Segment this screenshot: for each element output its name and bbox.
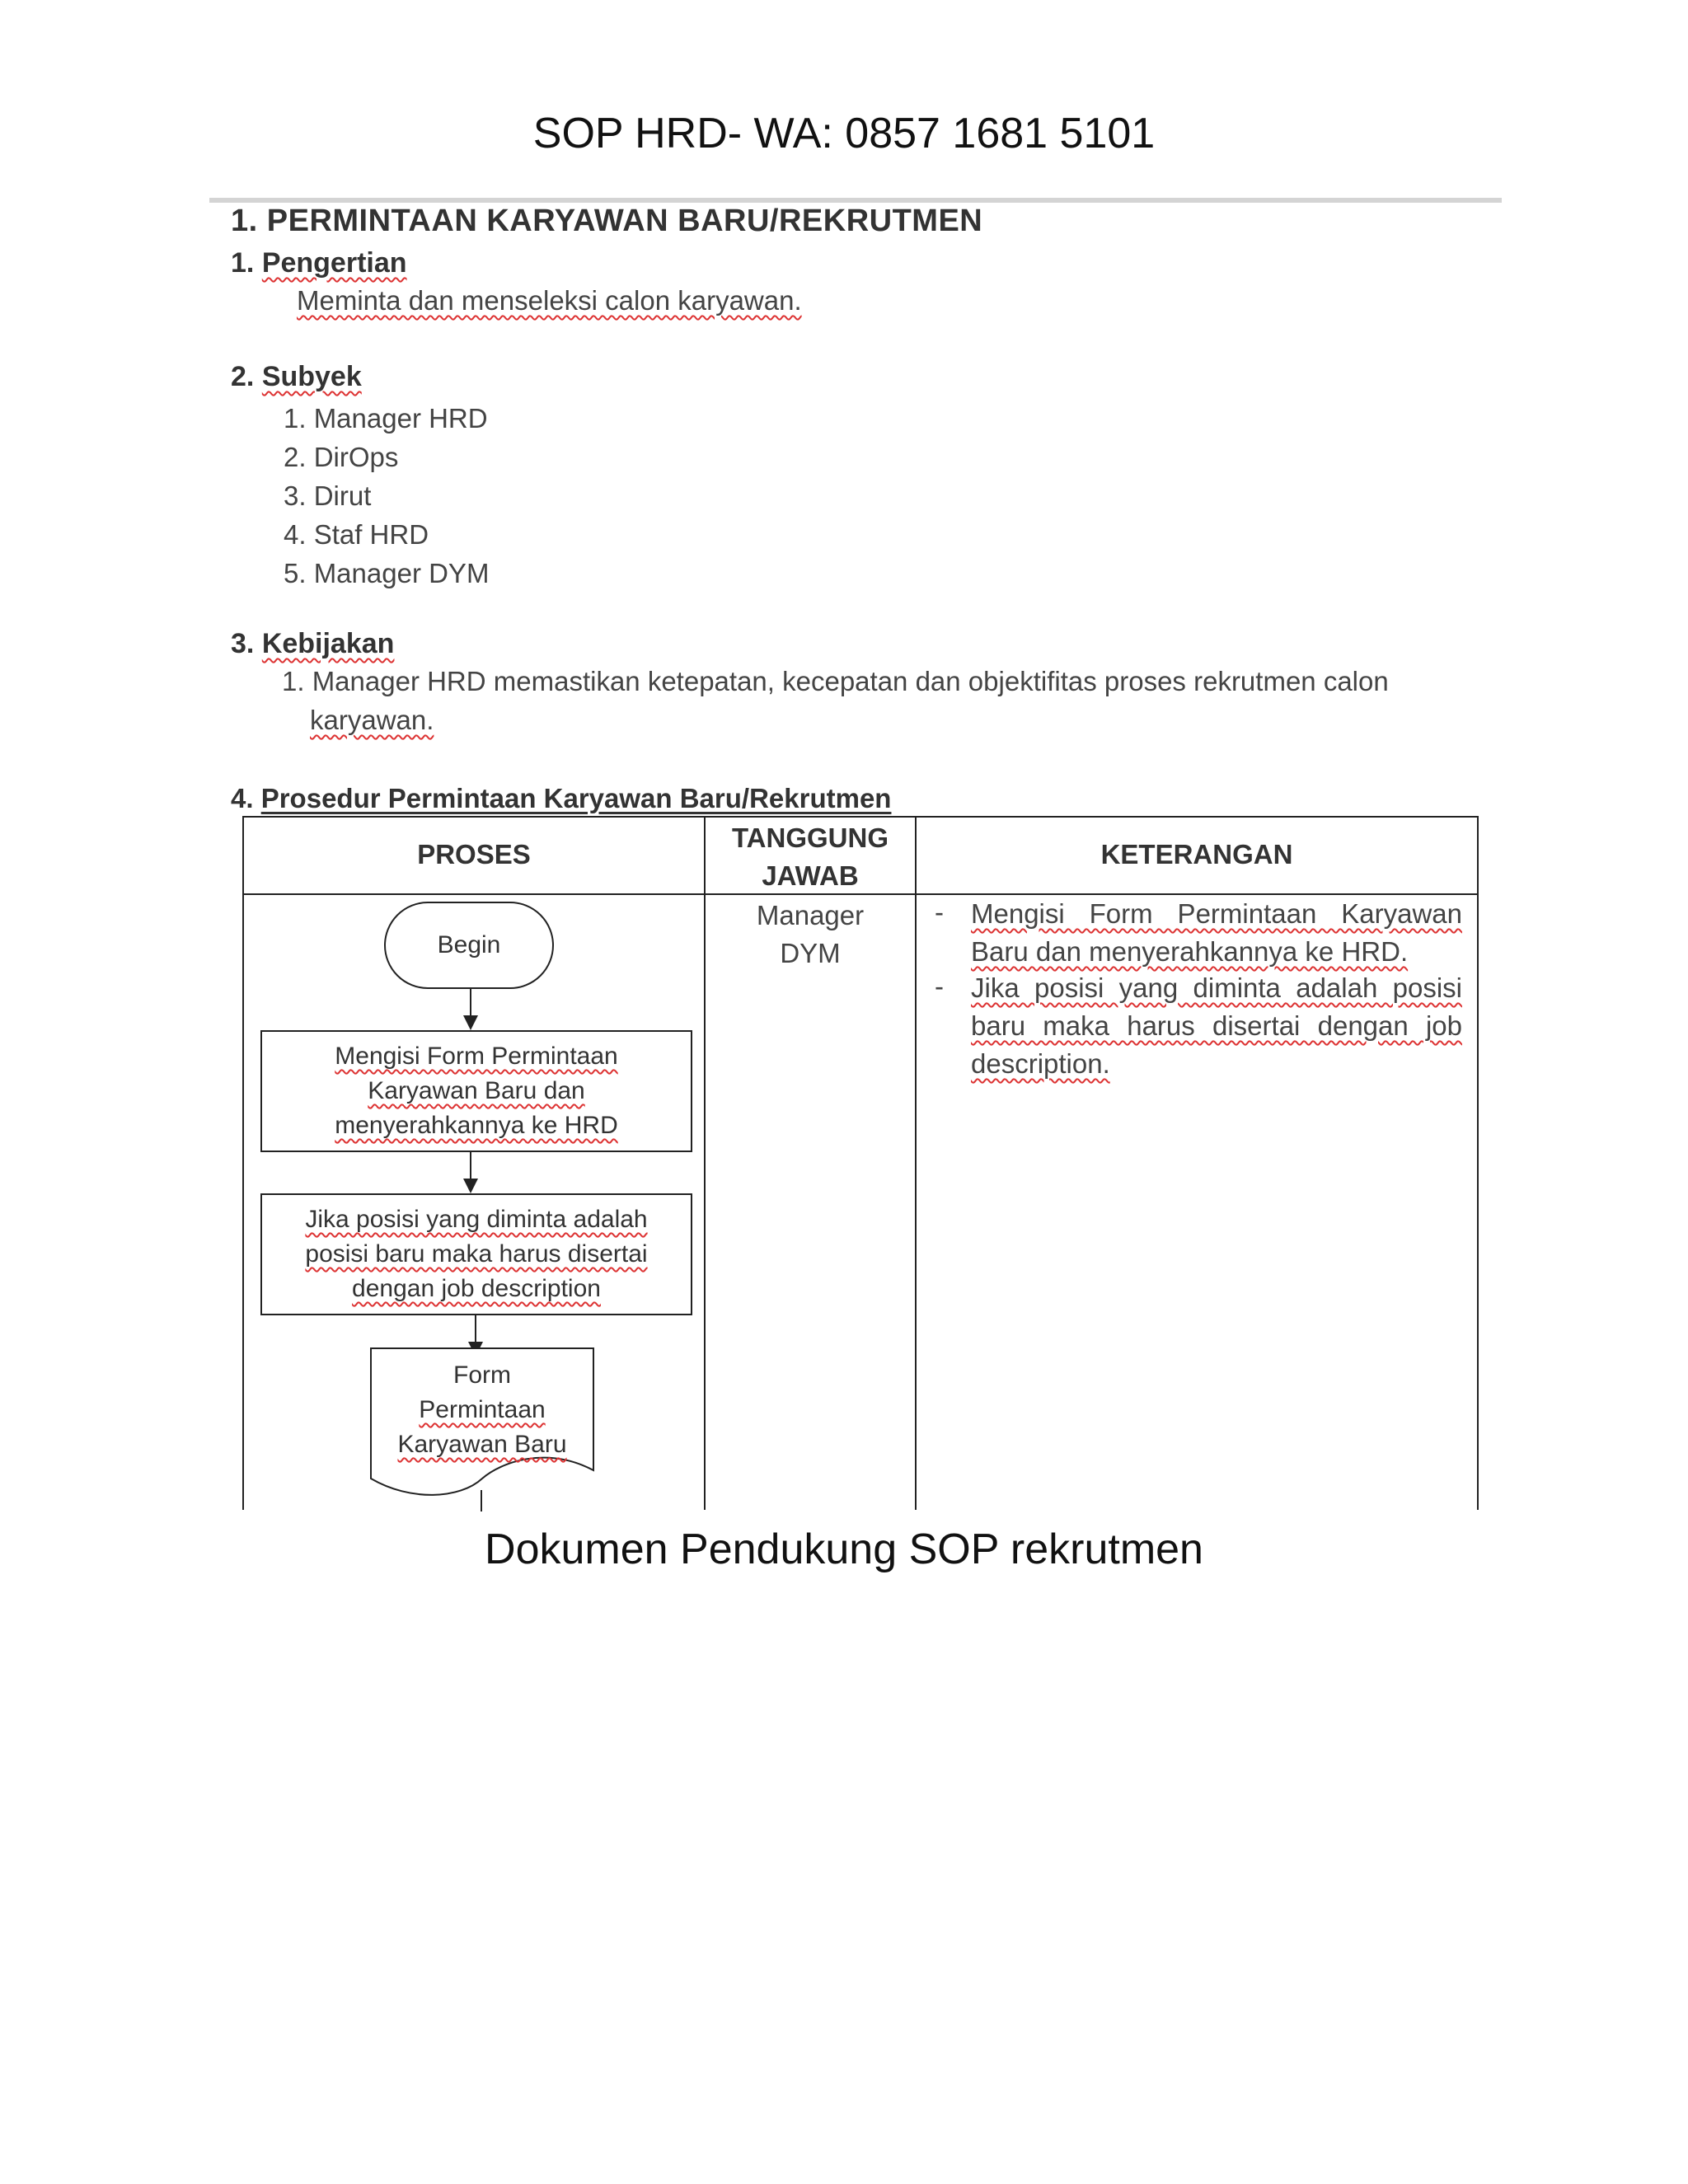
table-header-keterangan: KETERANGAN	[1100, 839, 1293, 869]
flowchart-step-fill-form	[260, 1030, 692, 1152]
header-divider	[209, 198, 1502, 203]
flowchart-step-line: Jika posisi yang diminta adalah	[305, 1206, 648, 1233]
tanggung-jawab-line: DYM	[780, 938, 841, 968]
table-border-left	[242, 816, 244, 1510]
flowchart-step-line: posisi baru maka harus disertai	[305, 1240, 648, 1268]
section-title: 1. PERMINTAAN KARYAWAN BARU/REKRUTMEN	[231, 204, 983, 238]
subyek-item: 4. Staf HRD	[284, 519, 429, 550]
flowchart-begin-label: Begin	[437, 931, 501, 958]
table-header-tanggung-line: TANGGUNG	[731, 823, 889, 853]
subyek-heading-number: 2.	[231, 361, 255, 392]
tanggung-jawab-cell	[706, 897, 915, 972]
subyek-item: 3. Dirut	[284, 480, 372, 511]
keterangan-bullet: -	[935, 897, 944, 927]
flowchart-step-line: Karyawan Baru dan	[368, 1077, 585, 1104]
kebijakan-line-2: karyawan.	[310, 705, 434, 735]
flowchart-step-line: menyerahkannya ke HRD	[335, 1112, 618, 1139]
kebijakan-heading-number: 3.	[231, 628, 255, 659]
table-border-right	[1477, 816, 1479, 1510]
flowchart-step-line: dengan job description	[352, 1275, 601, 1302]
flowchart-connector	[470, 1152, 471, 1180]
table-header-proses: PROSES	[417, 839, 531, 869]
prosedur-heading	[231, 783, 891, 814]
flowchart-connector	[475, 1315, 476, 1343]
keterangan-bullet: -	[935, 971, 944, 1001]
flowchart-document-label	[369, 1358, 595, 1462]
subyek-item: 5. Manager DYM	[284, 558, 490, 588]
page-header-title: SOP HRD- WA: 0857 1681 5101	[532, 110, 1156, 157]
table-border-top	[242, 816, 1479, 818]
table-header-tanggung-jawab	[706, 819, 915, 895]
subyek-item: 1. Manager HRD	[284, 403, 488, 434]
arrow-down-icon	[463, 1179, 478, 1193]
flowchart-connector	[470, 989, 471, 1017]
prosedur-heading-label: Prosedur Permintaan Karyawan Baru/Rekrutmen	[260, 783, 892, 813]
pengertian-heading-label: Pengertian	[261, 247, 407, 279]
kebijakan-heading	[231, 628, 394, 660]
flowchart-document-line: Permintaan	[419, 1396, 546, 1423]
flowchart-step-line: Mengisi Form Permintaan	[335, 1043, 618, 1070]
flowchart-document-line: Form	[453, 1361, 511, 1389]
pengertian-heading	[231, 247, 407, 279]
pengertian-heading-number: 1.	[231, 247, 255, 279]
prosedur-heading-number: 4.	[231, 783, 254, 813]
subyek-item: 2. DirOps	[284, 442, 399, 472]
table-header-tanggung-line: JAWAB	[762, 860, 859, 891]
flowchart-document-line: Karyawan Baru	[397, 1431, 567, 1458]
subyek-heading	[231, 361, 362, 393]
kebijakan-heading-label: Kebijakan	[261, 628, 395, 659]
subyek-list	[284, 399, 489, 593]
keterangan-item-2: Jika posisi yang diminta adalah posisi baru maka harus disertai dengan job description.	[971, 972, 1462, 1079]
subyek-heading-label: Subyek	[261, 361, 362, 392]
tanggung-jawab-line: Manager	[756, 900, 865, 930]
flowchart-begin-terminator	[384, 902, 554, 989]
pengertian-text: Meminta dan menseleksi calon karyawan.	[297, 285, 802, 316]
table-column-divider	[915, 816, 917, 1510]
kebijakan-line-1: 1. Manager HRD memastikan ketepatan, kecepatan dan objektifitas proses rekrutmen calon	[282, 666, 1389, 696]
flowchart-step-job-description	[260, 1193, 692, 1315]
page-footer-title: Dokumen Pendukung SOP rekrutmen	[485, 1526, 1203, 1573]
keterangan-item-1: Mengisi Form Permintaan Karyawan Baru dan menyerahkannya ke HRD.	[971, 898, 1462, 967]
arrow-down-icon	[463, 1015, 478, 1030]
